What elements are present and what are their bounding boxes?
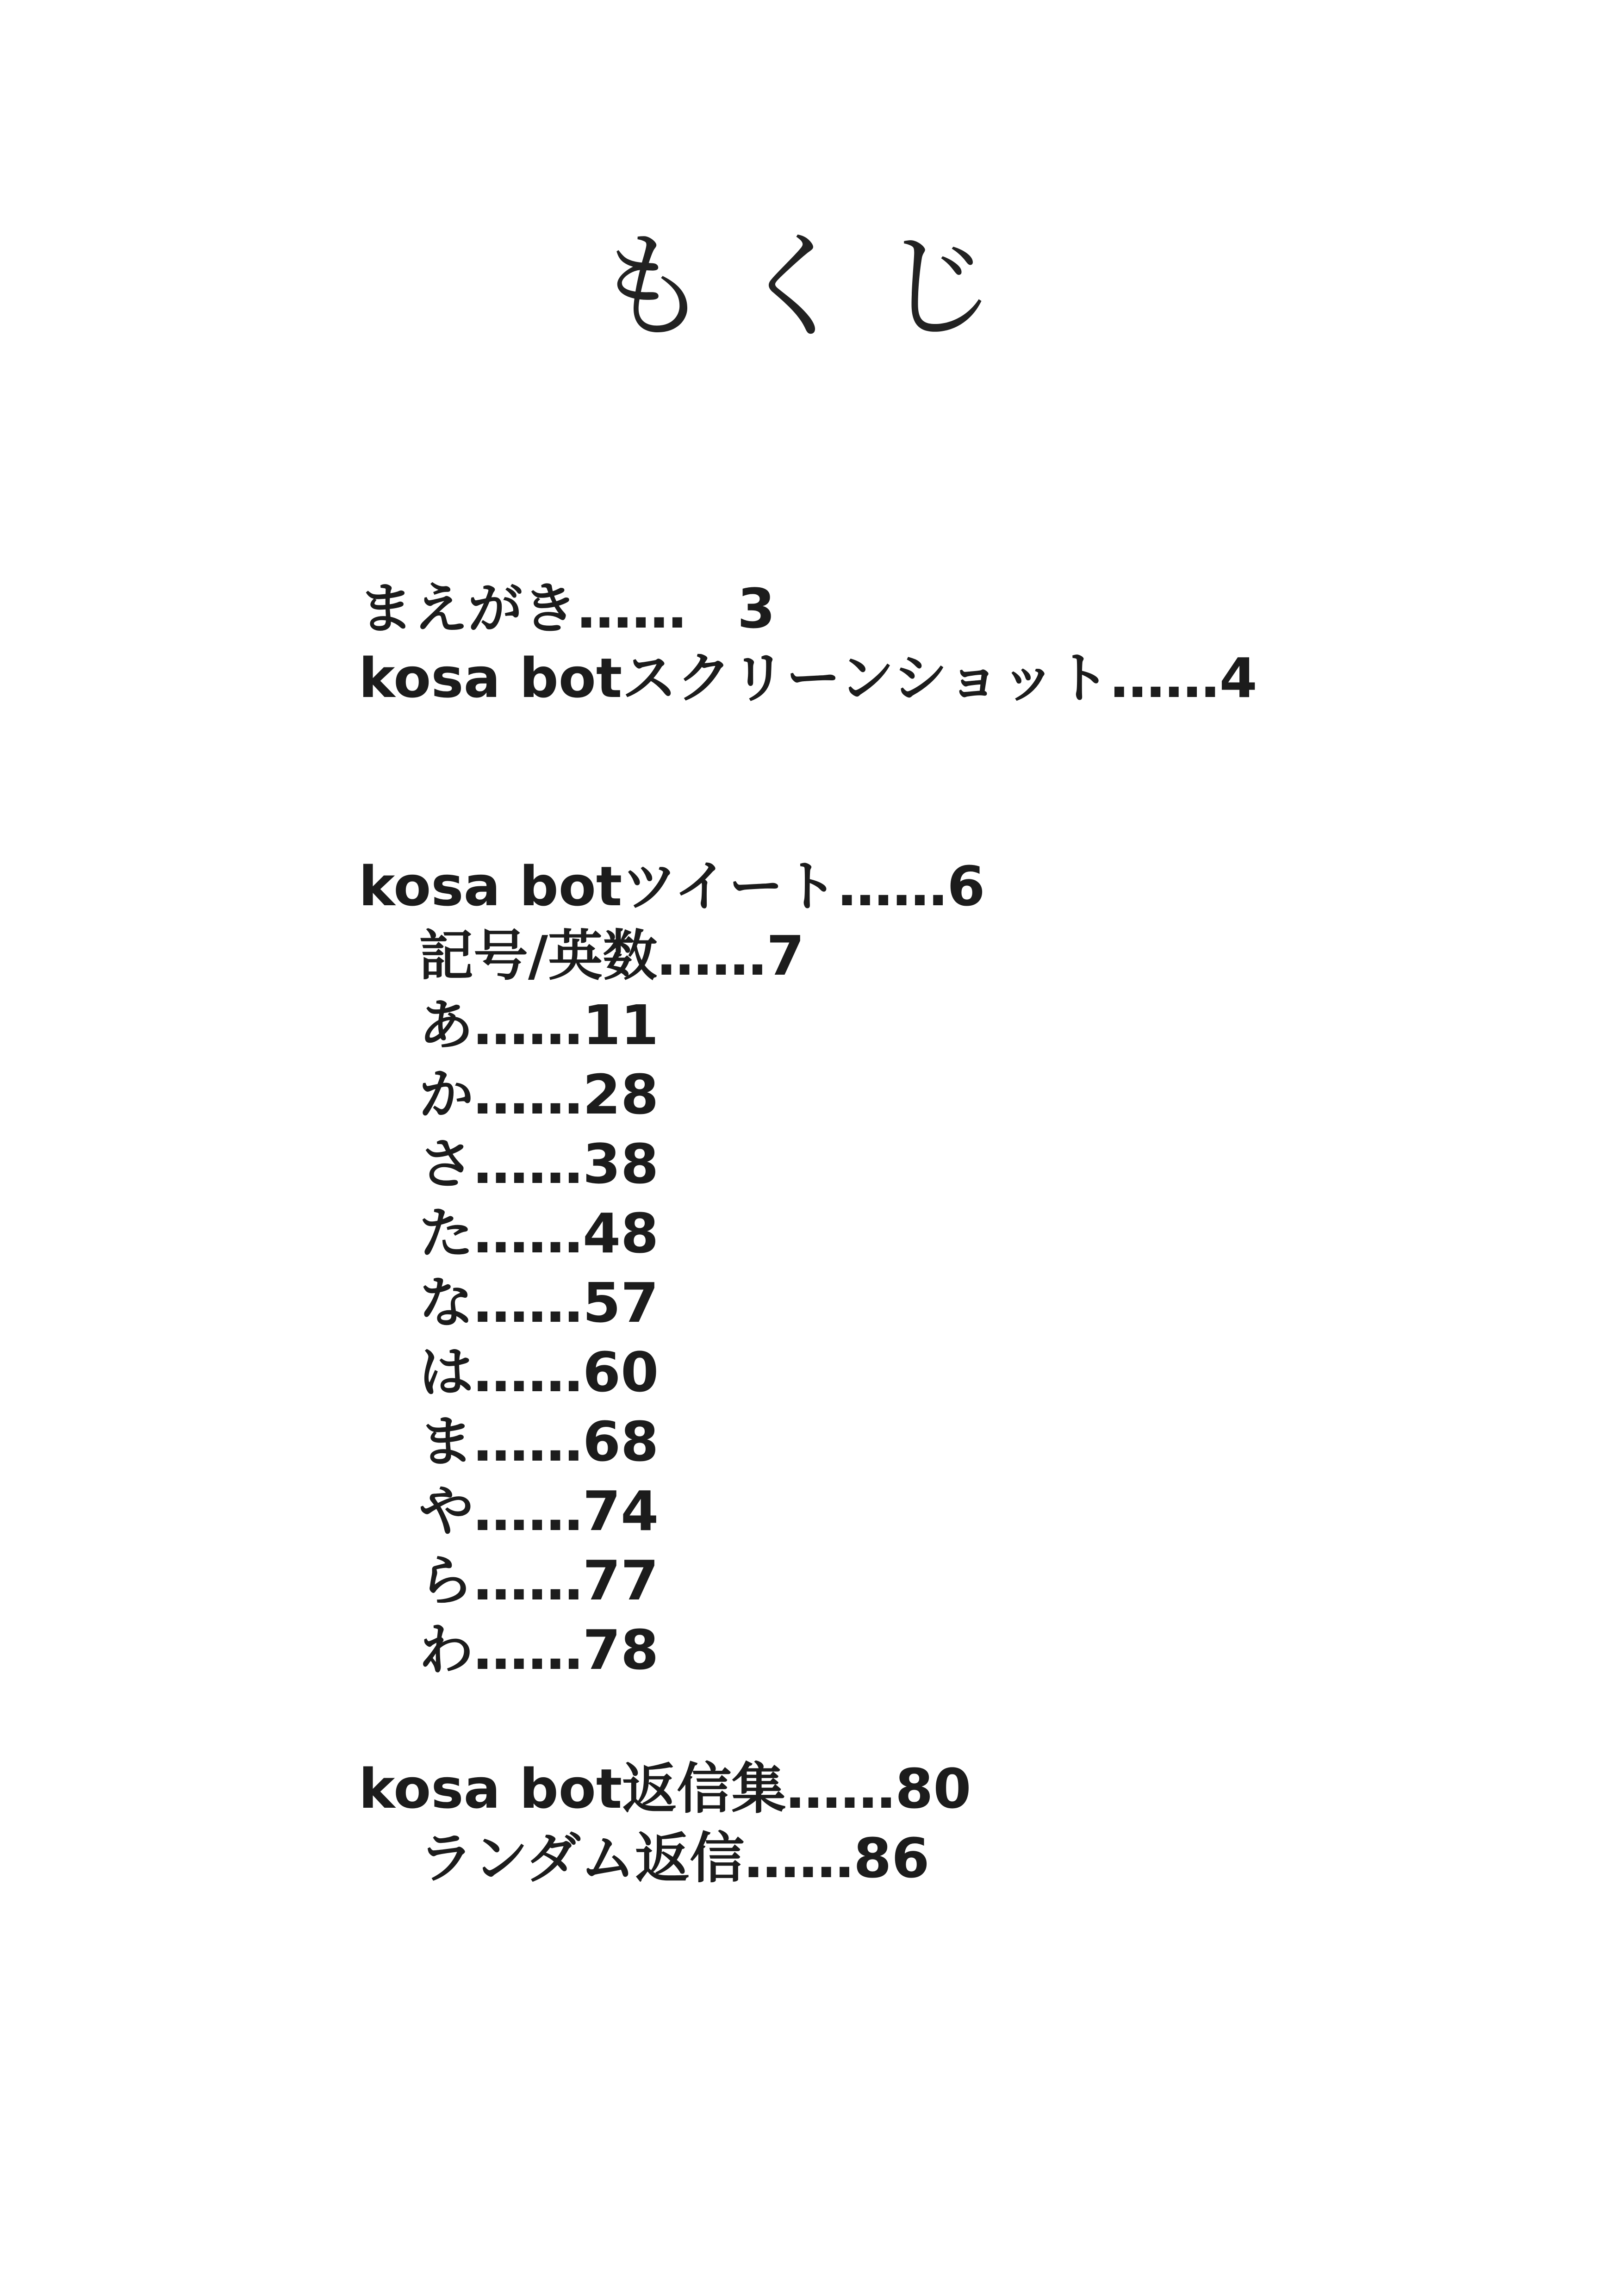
toc-page-number: 48 <box>583 1201 659 1265</box>
toc-subentry-ma <box>359 1407 1562 1476</box>
toc-subentry-symbols <box>359 921 1562 990</box>
toc-entry-label: ランダム返信 <box>419 1826 745 1890</box>
toc-leader-dots: …… <box>744 1826 854 1890</box>
toc-entry-preface <box>359 574 1562 643</box>
toc-entry-label: あ <box>419 993 474 1057</box>
toc-leader-dots: …… <box>473 1410 583 1474</box>
toc-page-number: 6 <box>947 854 985 918</box>
toc-leader-dots: …… <box>473 1063 583 1126</box>
toc-page-number: 68 <box>583 1410 659 1474</box>
toc-page-number: 38 <box>583 1132 659 1196</box>
toc-subentry-ra <box>359 1546 1562 1615</box>
toc-page-number: 77 <box>583 1549 659 1612</box>
toc-leader-dots: …… <box>577 577 687 641</box>
toc-subentry-ha <box>359 1338 1562 1407</box>
toc-entry-label: な <box>419 1271 474 1335</box>
toc-entry-label: まえがき <box>359 577 578 641</box>
toc-leader-dots: …… <box>473 1479 583 1543</box>
toc-entry-label: kosa bot返信集 <box>359 1757 786 1821</box>
toc-leader-dots: …… <box>473 1201 583 1265</box>
toc-entry-label: ら <box>419 1549 474 1612</box>
toc-entry-label: た <box>419 1201 474 1265</box>
toc-page-number: 78 <box>583 1618 659 1682</box>
toc-subentry-random-replies <box>359 1823 1562 1893</box>
section-gap <box>359 1685 1562 1754</box>
toc-page-number: 74 <box>583 1479 659 1543</box>
toc-entry-label: か <box>419 1063 474 1126</box>
toc-leader-dots: …… <box>473 1132 583 1196</box>
toc-subentry-a <box>359 990 1562 1060</box>
toc-leader-dots: …… <box>473 1271 583 1335</box>
toc-subentry-ya <box>359 1476 1562 1546</box>
toc-entry-label: さ <box>419 1132 474 1196</box>
toc-leader-dots: …… <box>1110 646 1220 710</box>
toc-page-number: 57 <box>583 1271 659 1335</box>
toc-entry-label: kosa botツイート <box>359 854 838 918</box>
toc-subentry-wa <box>359 1615 1562 1685</box>
toc-subentry-ta <box>359 1199 1562 1268</box>
table-of-contents <box>359 574 1562 1893</box>
toc-entry-replies <box>359 1754 1562 1823</box>
toc-page-number: 60 <box>583 1340 659 1404</box>
toc-leader-dots: …… <box>473 1340 583 1404</box>
toc-leader-dots: …… <box>473 993 583 1057</box>
toc-leader-dots: …… <box>473 1618 583 1682</box>
toc-leader-dots: …… <box>473 1549 583 1612</box>
toc-entry-screenshots <box>359 643 1562 713</box>
toc-entry-label: わ <box>419 1618 474 1682</box>
toc-page-number: 80 <box>895 1757 971 1821</box>
toc-entry-tweets <box>359 852 1562 921</box>
toc-entry-label: や <box>419 1479 474 1543</box>
section-gap <box>359 713 1562 852</box>
toc-entry-label: は <box>419 1340 474 1404</box>
toc-leader-dots: …… <box>838 854 947 918</box>
toc-page-number: 86 <box>853 1826 930 1890</box>
toc-page-number: 3 <box>737 577 776 641</box>
toc-page-number: 4 <box>1219 646 1257 710</box>
toc-subentry-na <box>359 1268 1562 1338</box>
toc-subentry-ka <box>359 1060 1562 1129</box>
toc-entry-label: kosa botスクリーンショット <box>359 646 1110 710</box>
toc-leader-dots: …… <box>786 1757 896 1821</box>
toc-page-number: 11 <box>583 993 659 1057</box>
toc-entry-label: 記号/英数 <box>419 924 658 988</box>
toc-entry-label: ま <box>419 1410 474 1474</box>
toc-leader-dots: …… <box>657 924 767 988</box>
toc-page-number: 7 <box>766 924 805 988</box>
toc-subentry-sa <box>359 1129 1562 1199</box>
page-title: もくじ <box>594 219 1024 354</box>
toc-page-number: 28 <box>583 1063 659 1126</box>
